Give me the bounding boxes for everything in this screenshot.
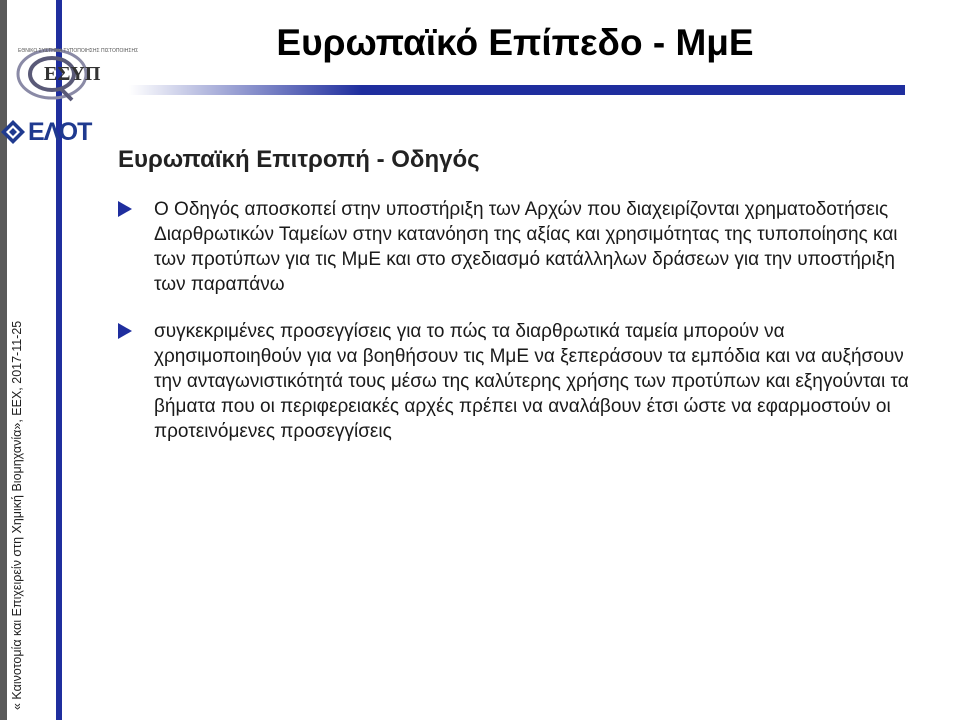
bullet-text: Ο Οδηγός αποσκοπεί στην υποστήριξη των Αρχών που διαχειρίζονται χρηματοδοτήσεις Διαρθρωτικών Ταμείων στην κατανόηση της αξίας και χρησιμότητας της τυποποίησης και των προτύπων για τις ΜμΕ και στο σχεδιασμό κατάλληλων δράσεων για την υποστήριξη των παραπάνω (154, 199, 898, 295)
esyp-logo-letters: ΕΣΥΠ (44, 63, 101, 85)
footer-caption: « Καινοτομία και Επιχειρείν στη Χημική Βιομηχανία», ΕΕΧ, 2017-11-25 (10, 320, 24, 710)
title-underline-bar (129, 85, 905, 95)
triangle-bullet-icon (118, 323, 132, 339)
bullet-list (118, 197, 918, 466)
bullet-text: συγκεκριμένες προσεγγίσεις για το πώς τα διαρθρωτικά ταμεία μπορούν να χρησιμοποιηθούν για να βοηθήσουν τις ΜμΕ να ξεπεράσουν τα εμπόδια και να αυξήσουν την ανταγωνιστικότητά τους μέσω της καλύτερης χρήσης των προτύπων και εξηγούνται τα βήματα που οι περιφερειακές αρχές πρέπει να αναλάβουν έτσι ώστε να εφαρμοστούν οι προτεινόμενες προσεγγίσεις (154, 321, 909, 442)
elot-logo-text: ΕΛΟΤ (28, 117, 92, 146)
elot-logo (0, 118, 100, 146)
sidebar-blue-column (56, 0, 62, 720)
bullet-item (118, 319, 918, 444)
esyp-logo (8, 44, 139, 108)
sidebar-gray-band (0, 0, 7, 720)
slide-title: Ευρωπαϊκό Επίπεδο - ΜμΕ (276, 22, 754, 63)
triangle-bullet-icon (118, 201, 132, 217)
elot-diamond-icon (0, 119, 26, 145)
section-heading: Ευρωπαϊκή Επιτροπή - Οδηγός (118, 146, 480, 173)
esyp-logo-ring-text: ΕΘΝΙΚΟ ΣΥΣΤΗΜΑ ΤΥΠΟΠΟΙΗΣΗΣ ΠΙΣΤΟΠΟΙΗΣΗΣ (18, 48, 139, 54)
bullet-item (118, 197, 918, 297)
